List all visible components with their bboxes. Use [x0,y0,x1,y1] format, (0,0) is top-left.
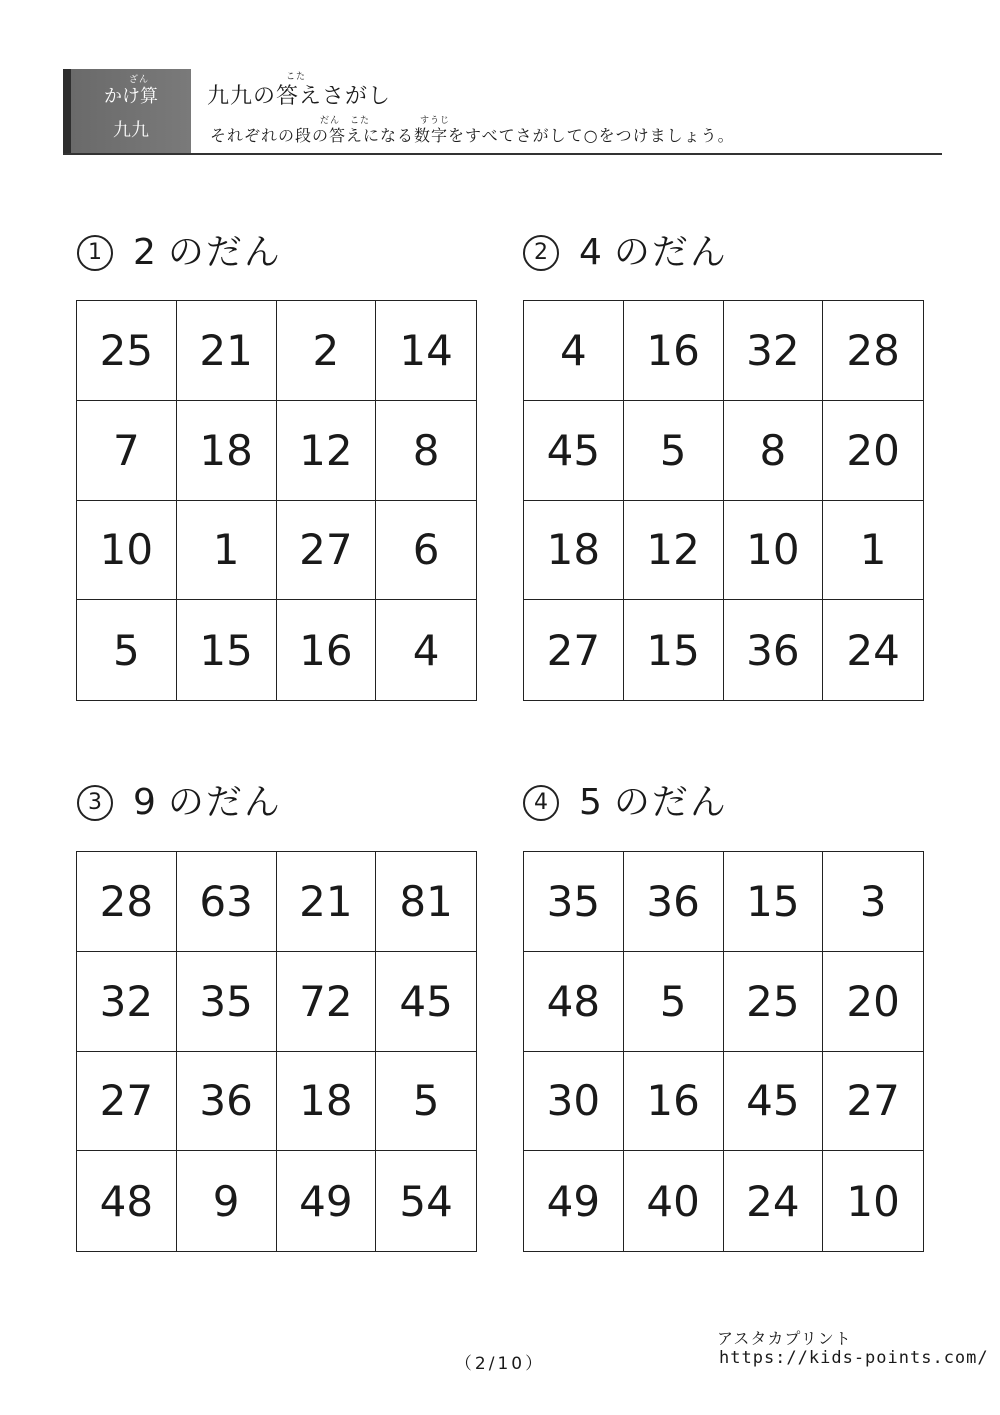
grid-cell[interactable]: 16 [624,1052,724,1152]
section-number: 3 [77,785,113,821]
grid-cell[interactable]: 7 [77,401,177,501]
grid-cell[interactable]: 8 [376,401,476,501]
grid-cell[interactable]: 10 [724,501,824,601]
grid-cell[interactable]: 28 [823,301,923,401]
grid-cell[interactable]: 12 [624,501,724,601]
section-1-title [77,233,282,273]
grid-cell[interactable]: 4 [412,625,440,675]
number-grid-3 [76,851,477,1252]
grid-cell[interactable]: 27 [823,1052,923,1152]
grid-cell[interactable]: 24 [846,625,900,675]
section-number: 2 [523,235,559,271]
section-4-title [523,783,728,823]
instructions: それぞれの段の答えになる数字をすべてさがして○をつけましょう。 [210,126,735,145]
section-3-title [77,783,282,823]
dan-number: 5 [579,782,602,823]
grid-cell[interactable]: 10 [77,501,177,601]
grid-cell[interactable]: 5 [376,1052,476,1152]
grid-cell[interactable]: 18 [277,1052,377,1152]
number-grid-2 [523,300,924,701]
number-grid-1 [76,300,477,701]
grid-cell[interactable]: 14 [376,301,476,401]
grid-cell[interactable]: 45 [376,952,476,1052]
header-divider [63,153,942,155]
grid-cell[interactable]: 8 [724,401,824,501]
grid-cell[interactable]: 15 [624,600,724,700]
grid-cell[interactable]: 36 [624,852,724,952]
grid-cell[interactable]: 48 [77,1151,177,1251]
dan-label: のだん [167,232,282,273]
grid-cell[interactable]: 54 [399,1176,453,1226]
grid-cell[interactable]: 36 [724,600,824,700]
subtitle-ruby: だん こた すうじ [320,116,451,126]
grid-cell[interactable]: 6 [376,501,476,601]
section-number: 4 [523,785,559,821]
grid-cell[interactable]: 27 [524,600,624,700]
grid-cell[interactable]: 1 [177,501,277,601]
grid-cell[interactable]: 18 [524,501,624,601]
grid-cell[interactable]: 25 [724,952,824,1052]
title-ruby: こた [286,72,307,82]
grid-cell[interactable]: 45 [724,1052,824,1152]
dan-number: 4 [579,232,602,273]
grid-cell[interactable]: 81 [376,852,476,952]
grid-cell[interactable]: 10 [846,1176,900,1226]
grid-cell[interactable]: 20 [823,401,923,501]
grid-cell[interactable]: 63 [177,852,277,952]
grid-cell[interactable]: 25 [77,301,177,401]
section-number: 1 [77,235,113,271]
grid-cell[interactable]: 32 [77,952,177,1052]
grid-cell[interactable]: 40 [624,1151,724,1251]
grid-cell[interactable]: 3 [823,852,923,952]
grid-cell[interactable]: 15 [177,600,277,700]
grid-cell[interactable]: 5 [624,401,724,501]
section-2-title [523,233,728,273]
page-title: 九九の答えさがし [207,84,392,109]
dan-number: 9 [133,782,156,823]
grid-cell[interactable]: 9 [177,1151,277,1251]
grid-cell[interactable]: 49 [277,1151,377,1251]
grid-cell[interactable]: 35 [524,852,624,952]
grid-cell[interactable]: 27 [277,501,377,601]
grid-cell[interactable]: 20 [823,952,923,1052]
grid-cell[interactable]: 5 [77,600,177,700]
grid-cell[interactable]: 12 [277,401,377,501]
grid-cell[interactable]: 5 [624,952,724,1052]
grid-cell[interactable]: 72 [277,952,377,1052]
dan-label: のだん [613,232,728,273]
grid-cell[interactable]: 4 [524,301,624,401]
brand-name: アスタカプリント [717,1329,852,1348]
grid-cell[interactable]: 32 [724,301,824,401]
grid-cell[interactable]: 49 [524,1151,624,1251]
grid-cell[interactable]: 21 [177,301,277,401]
badge-category: かけ算 [104,86,158,107]
grid-cell[interactable]: 30 [524,1052,624,1152]
grid-cell[interactable]: 35 [177,952,277,1052]
grid-cell[interactable]: 45 [524,401,624,501]
dan-number: 2 [133,232,156,273]
grid-cell[interactable]: 15 [724,852,824,952]
grid-cell[interactable]: 27 [77,1052,177,1152]
grid-cell[interactable]: 48 [524,952,624,1052]
page-number: （2/10） [454,1354,546,1374]
dan-label: のだん [167,782,282,823]
category-badge [63,69,191,154]
grid-cell[interactable]: 16 [624,301,724,401]
grid-cell[interactable]: 1 [823,501,923,601]
grid-cell[interactable]: 16 [277,600,377,700]
grid-cell[interactable]: 21 [277,852,377,952]
badge-subcategory: 九九 [113,120,149,141]
grid-cell[interactable]: 28 [77,852,177,952]
grid-cell[interactable]: 18 [177,401,277,501]
grid-cell[interactable]: 2 [277,301,377,401]
dan-label: のだん [613,782,728,823]
site-url[interactable]: https://kids-points.com/ [719,1348,989,1368]
grid-cell[interactable]: 24 [724,1151,824,1251]
grid-cell[interactable]: 36 [177,1052,277,1152]
badge-ruby: ざん [129,75,150,85]
number-grid-4 [523,851,924,1252]
